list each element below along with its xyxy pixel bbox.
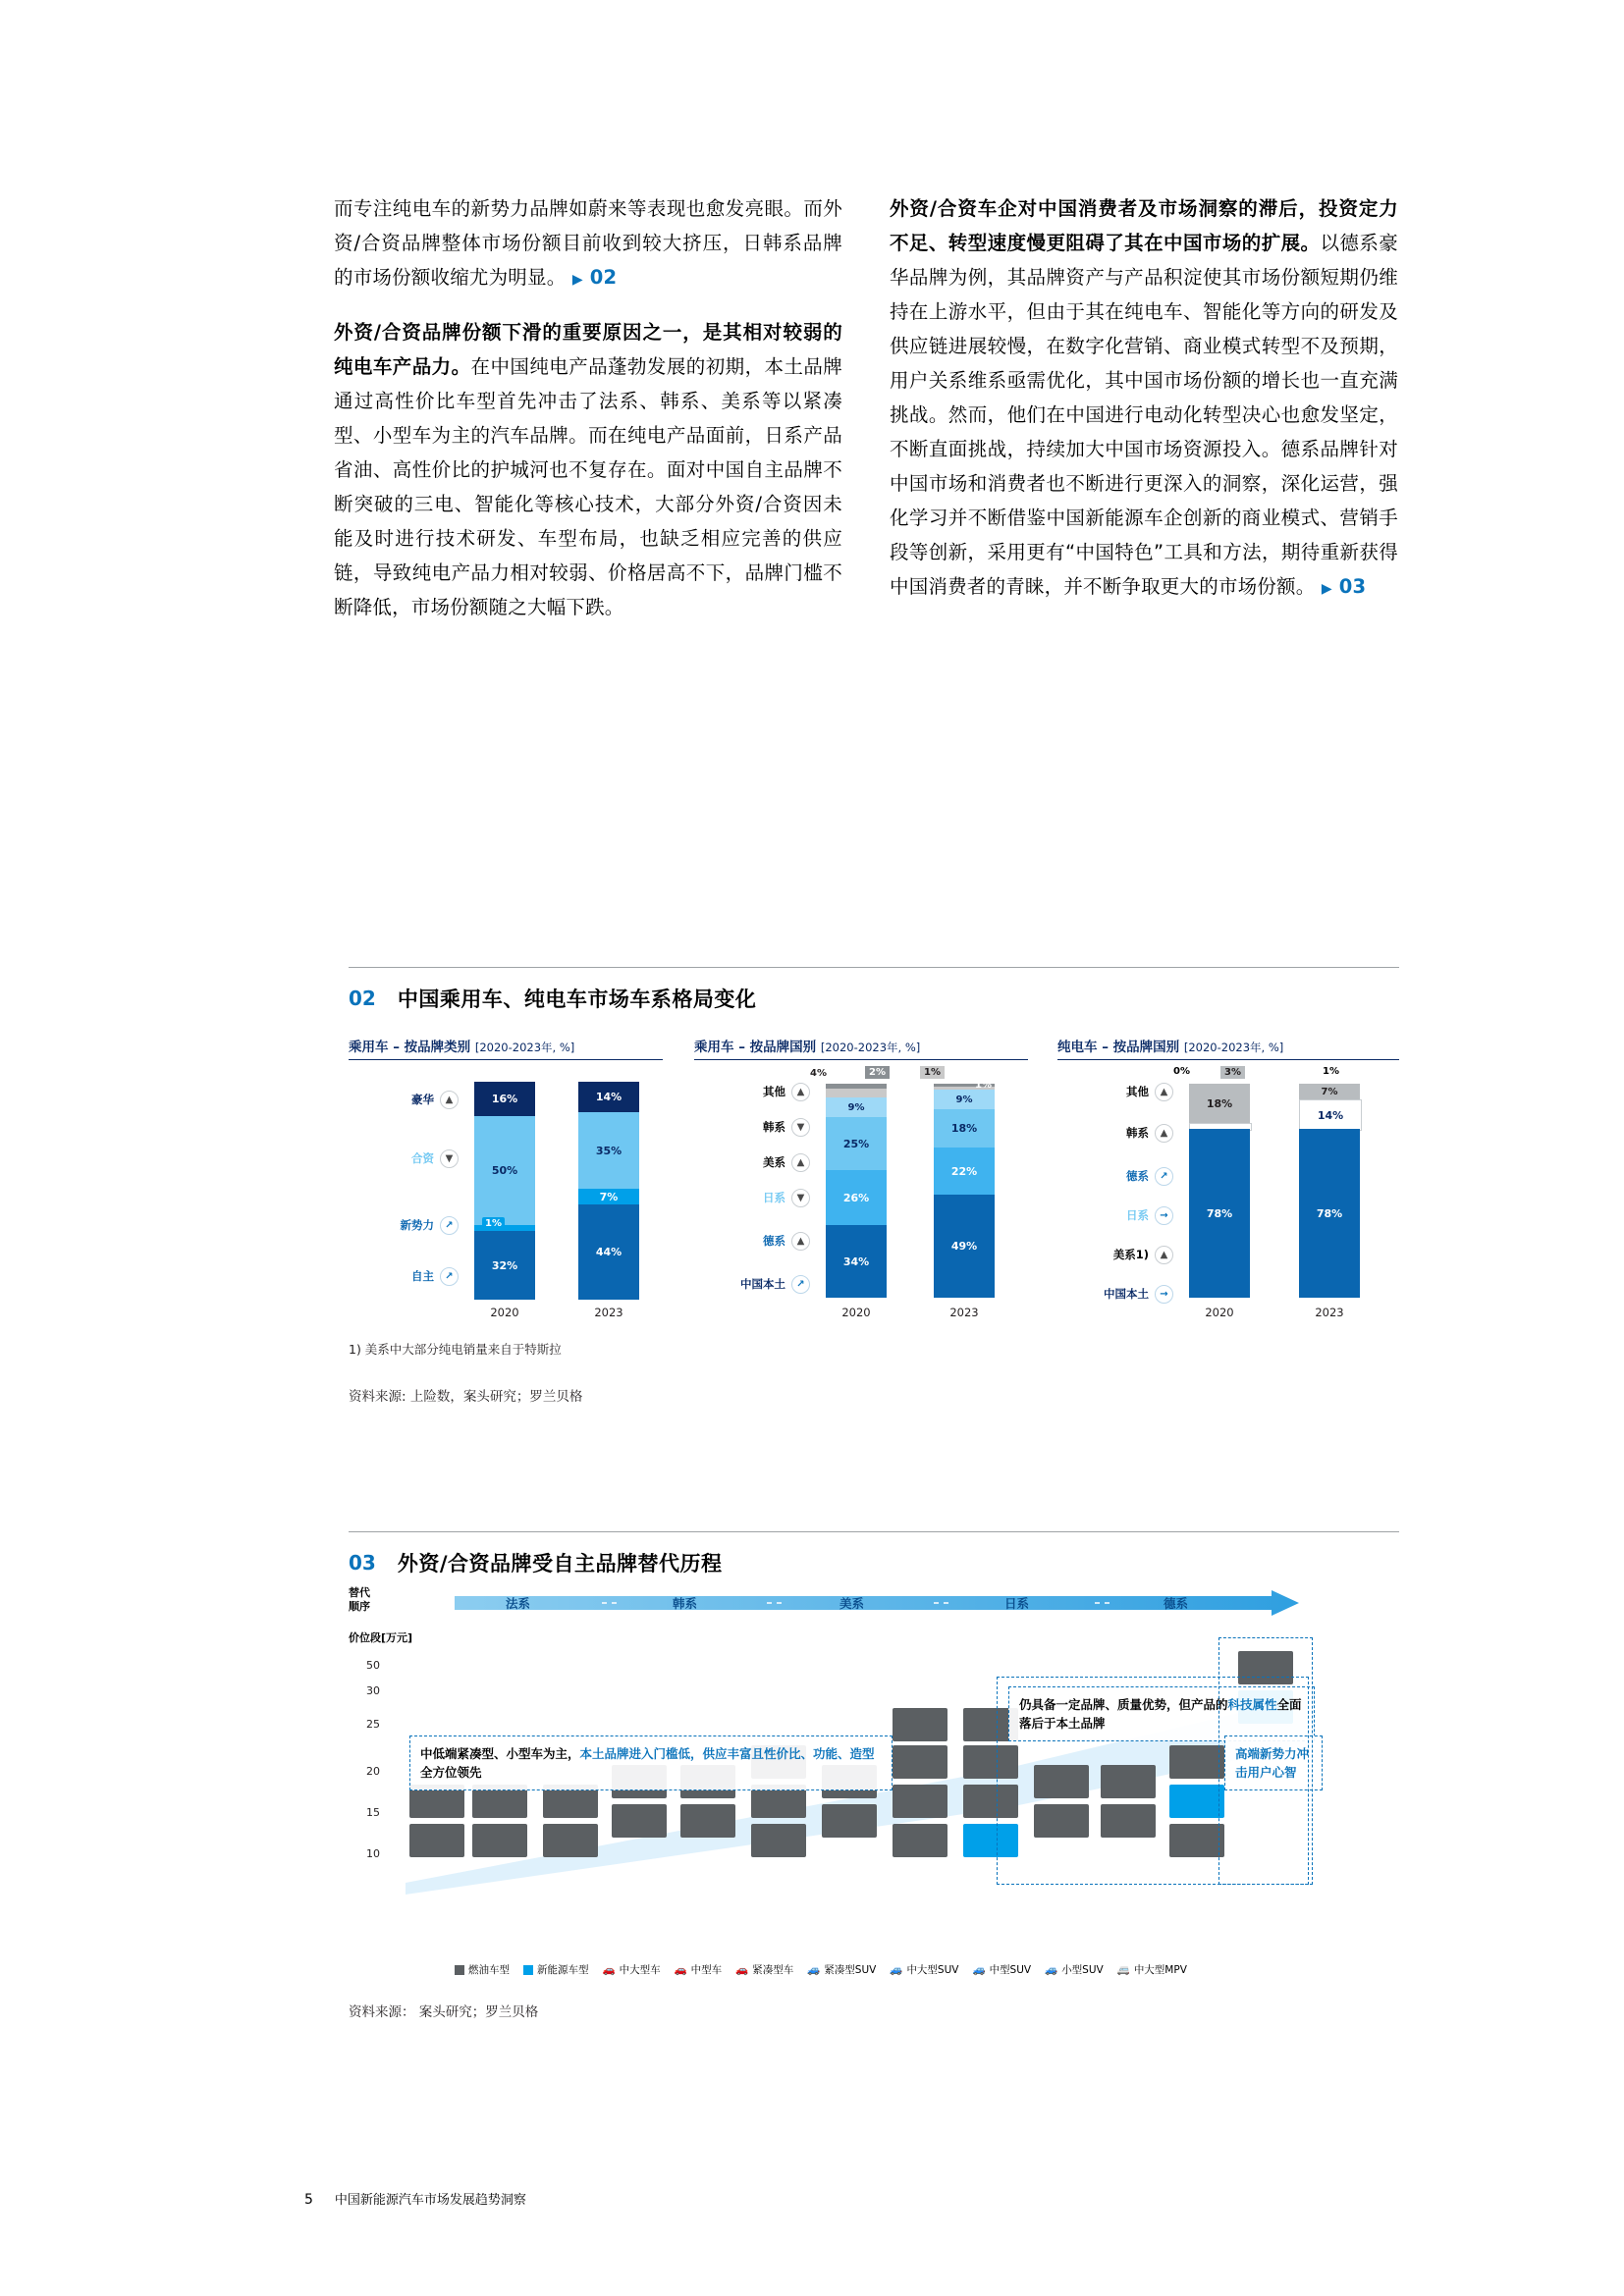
exhibit-02-charts xyxy=(349,1036,1399,1405)
left-column xyxy=(334,191,842,642)
exhibit-03-legend xyxy=(455,1962,1187,1977)
legend-item: 中国本土 ↗ xyxy=(740,1276,810,1292)
segment-label: 0% xyxy=(1173,1066,1190,1077)
legend-item: 燃油车型 xyxy=(455,1962,510,1977)
callout-middle: 仍具备一定品牌、质量优势，但产品的科技属性全面落后于本土品牌 xyxy=(1008,1686,1315,1741)
legend-item: 豪华 ▲ xyxy=(411,1092,459,1107)
segment: 22% xyxy=(934,1148,995,1195)
segment: 18% xyxy=(934,1109,995,1148)
chart-title: 乘用车 – 按品牌类别 [2020-2023年, %] xyxy=(349,1036,663,1060)
legend-item: 自主 ↗ xyxy=(411,1268,459,1284)
car-tile xyxy=(1238,1651,1293,1684)
legend-item: 🚙 中型SUV xyxy=(972,1964,1032,1976)
replacement-order-label: 替代 顺序 xyxy=(349,1586,370,1613)
page-footer xyxy=(304,2189,526,2208)
segment: 14% xyxy=(578,1082,639,1112)
x-label: 2020 xyxy=(841,1306,871,1319)
segment: 9% xyxy=(826,1097,887,1117)
segment-label: 1% xyxy=(1323,1066,1339,1077)
x-label: 2023 xyxy=(1315,1306,1344,1319)
chart2-bars xyxy=(810,1067,1032,1329)
x-label: 2020 xyxy=(1205,1306,1234,1319)
legend-item: 新能源车型 xyxy=(523,1962,589,1977)
exhibit-02-footnote: 1) 美系中大部分纯电销量来自于特斯拉 xyxy=(349,1342,562,1357)
legend-item: 🚗 紧凑型车 xyxy=(735,1964,794,1976)
car-tile xyxy=(1034,1765,1089,1798)
segment: 78% xyxy=(1299,1129,1360,1298)
footer-title: 中国新能源汽车市场发展趋势洞察 xyxy=(334,2193,526,2208)
segment: 14% xyxy=(1299,1099,1362,1131)
car-icon: 🚗 xyxy=(674,1964,687,1976)
legend-item: 韩系 ▼ xyxy=(763,1119,810,1135)
segment: 16% xyxy=(474,1082,535,1116)
trend-icon: ↗ xyxy=(791,1275,810,1294)
segment-label: 1% xyxy=(975,1080,992,1091)
suv-icon: 🚙 xyxy=(807,1964,821,1976)
trend-icon: ▲ xyxy=(1155,1246,1173,1264)
car-tile xyxy=(963,1745,1018,1779)
chart-title: 乘用车 – 按品牌国别 [2020-2023年, %] xyxy=(694,1036,1028,1060)
suv-icon: 🚙 xyxy=(1045,1964,1058,1976)
segment-label: 1% xyxy=(920,1066,945,1079)
cross-reference-02[interactable]: ▶ 02 xyxy=(571,266,618,289)
chart-passenger-by-brand-type xyxy=(349,1036,663,1345)
car-tile xyxy=(543,1824,598,1857)
y-tick: 15 xyxy=(366,1806,380,1819)
stage-label: 韩系 xyxy=(673,1596,698,1611)
legend-item: 🚗 中型车 xyxy=(674,1964,723,1976)
segment: 49% xyxy=(934,1195,995,1298)
exhibit-number: 02 xyxy=(349,987,376,1010)
bar-2023 xyxy=(1299,1066,1360,1298)
segment: 32% xyxy=(474,1231,535,1300)
swatch-nev xyxy=(523,1965,533,1975)
legend-item: 中国本土 → xyxy=(1104,1286,1173,1302)
car-tile xyxy=(409,1824,464,1857)
paragraph: 外资/合资品牌份额下滑的重要原因之一，是其相对较弱的纯电车产品力。在中国纯电产品蓬勃发展的初期，本土品牌通过高性价比车型首先冲击了法系、韩系、美系等以紧凑型、小型车为主的汽车品牌。而在纯电产品面前，日系产品省油、高性价比的护城河也不复存在。面对中国自主品牌不断突破的三电、智能化等核心技术，大部分外资/合资因未能及时进行技术研发、车型布局，也缺乏相应完善的供应链，导致纯电产品力相对较弱、价格居高不下，品牌门槛不断降低，市场份额随之大幅下跌。 xyxy=(334,321,842,618)
suv-icon: 🚙 xyxy=(972,1964,986,1976)
car-tile xyxy=(1101,1765,1156,1798)
car-tile xyxy=(1101,1804,1156,1838)
segment-label: 1% xyxy=(482,1217,505,1230)
exhibit-03-source: 资料来源： 案头研究；罗兰贝格 xyxy=(349,2004,539,2020)
legend-item: 美系 ▲ xyxy=(763,1154,810,1170)
car-tile xyxy=(893,1745,947,1779)
exhibit-02-source: 资料来源: 上险数，案头研究；罗兰贝格 xyxy=(349,1389,583,1405)
exhibit-03-chart xyxy=(349,1561,1399,2022)
car-tile-nev xyxy=(1169,1785,1224,1818)
legend-item: 日系 → xyxy=(1126,1207,1173,1223)
segment: 7% xyxy=(1299,1084,1360,1099)
bar-2023 xyxy=(924,1067,995,1298)
chart-bev-by-country xyxy=(1057,1036,1399,1345)
car-tile xyxy=(1169,1745,1224,1779)
legend-item: 🚗 中大型车 xyxy=(602,1964,661,1976)
bar-2020 xyxy=(810,1067,887,1298)
segment xyxy=(826,1089,887,1097)
trend-icon: ↗ xyxy=(440,1267,459,1286)
trend-icon: ▲ xyxy=(791,1083,810,1101)
paragraph: 而专注纯电车的新势力品牌如蔚来等表现也愈发亮眼。而外资/合资品牌整体市场份额目前收到较大挤压，日韩系品牌的市场份额收缩尤为明显。 ▶ 02 xyxy=(334,197,842,289)
chart1-bars xyxy=(474,1082,671,1327)
exhibit-number: 03 xyxy=(349,1551,376,1575)
segment: 35% xyxy=(578,1112,639,1189)
bar-2020 xyxy=(1173,1066,1250,1298)
car-tile-nev xyxy=(963,1824,1018,1857)
segment: 7% xyxy=(578,1189,639,1204)
legend-item: 🚙 中大型SUV xyxy=(890,1964,959,1976)
car-tile xyxy=(1034,1804,1089,1838)
legend-item: 🚙 小型SUV xyxy=(1045,1964,1104,1976)
segment: 44% xyxy=(578,1204,639,1300)
legend-item: 德系 ▲ xyxy=(763,1233,810,1249)
callout-left: 中低端紧凑型、小型车为主，本土品牌进入门槛低，供应丰富且性价比、功能、造型全方位领先 xyxy=(409,1735,893,1790)
trend-icon: ↗ xyxy=(1155,1167,1173,1186)
segment: 18% xyxy=(1189,1084,1250,1123)
legend-item: 日系 ▼ xyxy=(763,1190,810,1205)
trend-icon: ↗ xyxy=(440,1216,459,1235)
segment: 9% xyxy=(934,1090,995,1109)
y-axis-title: 价位段[万元] xyxy=(349,1631,413,1644)
segment-label: 2% xyxy=(865,1066,890,1079)
x-label: 2020 xyxy=(490,1306,519,1319)
trend-icon: ▲ xyxy=(1155,1083,1173,1101)
trend-icon: ▲ xyxy=(791,1153,810,1172)
legend-item: 其他 ▲ xyxy=(763,1084,810,1099)
trend-icon: ▲ xyxy=(791,1232,810,1251)
segment: 50% xyxy=(474,1116,535,1225)
stage-label: 日系 xyxy=(1004,1596,1030,1611)
segment-label: 4% xyxy=(810,1068,827,1079)
y-tick: 20 xyxy=(366,1765,380,1778)
trend-icon: ▼ xyxy=(791,1189,810,1207)
segment-label: 3% xyxy=(1220,1066,1245,1079)
trend-icon: ▲ xyxy=(1155,1124,1173,1143)
mpv-icon: 🚐 xyxy=(1116,1964,1130,1976)
car-tile xyxy=(963,1785,1018,1818)
trend-icon: ▲ xyxy=(440,1091,459,1109)
page-number: 5 xyxy=(304,2192,313,2208)
legend-item: 合资 ▼ xyxy=(411,1150,459,1166)
stage-label: 美系 xyxy=(839,1596,865,1611)
car-tile xyxy=(472,1824,527,1857)
legend-item: 新势力 ↗ xyxy=(401,1217,460,1233)
y-tick: 10 xyxy=(366,1847,380,1860)
legend-item: 其他 ▲ xyxy=(1126,1084,1173,1099)
x-label: 2023 xyxy=(949,1306,979,1319)
right-column xyxy=(890,191,1398,642)
car-tile xyxy=(822,1804,877,1838)
car-tile xyxy=(680,1804,735,1838)
segment: 25% xyxy=(826,1117,887,1170)
chart3-bars xyxy=(1173,1066,1399,1329)
x-label: 2023 xyxy=(594,1306,623,1319)
legend-item: 🚐 中大型MPV xyxy=(1116,1964,1187,1976)
chart-passenger-by-country xyxy=(694,1036,1028,1345)
stage-label: 法系 xyxy=(506,1596,531,1611)
car-icon: 🚗 xyxy=(735,1964,749,1976)
paragraph: 外资/合资车企对中国消费者及市场洞察的滞后，投资定力不足、转型速度慢更阻碍了其在中国市场的扩展。以德系豪华品牌为例，其品牌资产与产品积淀使其市场份额短期仍维持在上游水平，但由于其在纯电车、智能化等方向的研发及供应链进展较慢，在数字化营销、商业模式转型不及预期，用户关系维系亟需优化，其中国市场份额的增长也一直充满挑战。然而，他们在中国进行电动化转型决心也愈发坚定，不断直面挑战，持续加大中国市场资源投入。德系品牌针对中国市场和消费者也不断进行更深入的洞察，深化运营，强化学习并不断借鉴中国新能源车企创新的商业模式、营销手段等创新，采用更有“中国特色”工具和方法，期待重新获得中国消费者的青睐，并不断争取更大的市场份额。 ▶ 03 xyxy=(890,197,1398,598)
segment: 34% xyxy=(826,1225,887,1298)
legend-item: 韩系 ▲ xyxy=(1126,1125,1173,1141)
segment: 78% xyxy=(1189,1129,1250,1298)
bar-2020 xyxy=(474,1082,535,1300)
cross-reference-03[interactable]: ▶ 03 xyxy=(1321,575,1367,598)
y-tick: 30 xyxy=(366,1684,380,1697)
exhibit-title: 中国乘用车、纯电车市场车系格局变化 xyxy=(397,988,757,1011)
car-tile xyxy=(893,1824,947,1857)
trend-icon: ▼ xyxy=(440,1149,459,1168)
stage-arrow xyxy=(455,1590,1299,1616)
suv-icon: 🚙 xyxy=(890,1964,903,1976)
legend-item: 德系 ↗ xyxy=(1126,1168,1173,1184)
trend-icon: ▼ xyxy=(791,1118,810,1137)
car-tile xyxy=(893,1708,947,1741)
body-text xyxy=(334,191,1399,642)
y-tick: 50 xyxy=(366,1659,380,1672)
car-tile xyxy=(1169,1824,1224,1857)
chart-title: 纯电车 – 按品牌国别 [2020-2023年, %] xyxy=(1057,1036,1399,1060)
segment: 26% xyxy=(826,1170,887,1225)
car-tile xyxy=(751,1824,806,1857)
car-tile xyxy=(893,1785,947,1818)
trend-icon: → xyxy=(1155,1285,1173,1304)
legend-item: 🚙 紧凑型SUV xyxy=(807,1964,877,1976)
legend-item: 美系1) ▲ xyxy=(1113,1247,1173,1262)
exhibit-title: 外资/合资品牌受自主品牌替代历程 xyxy=(397,1552,723,1575)
y-tick: 25 xyxy=(366,1718,380,1731)
car-icon: 🚗 xyxy=(602,1964,616,1976)
exhibit-02-header xyxy=(349,967,1399,1013)
swatch-ice xyxy=(455,1965,464,1975)
bar-2023 xyxy=(578,1082,639,1300)
trend-icon: → xyxy=(1155,1206,1173,1225)
stage-label: 德系 xyxy=(1164,1596,1189,1611)
callout-right: 高端新势力冲击用户心智 xyxy=(1224,1735,1323,1790)
car-tile xyxy=(612,1804,667,1838)
